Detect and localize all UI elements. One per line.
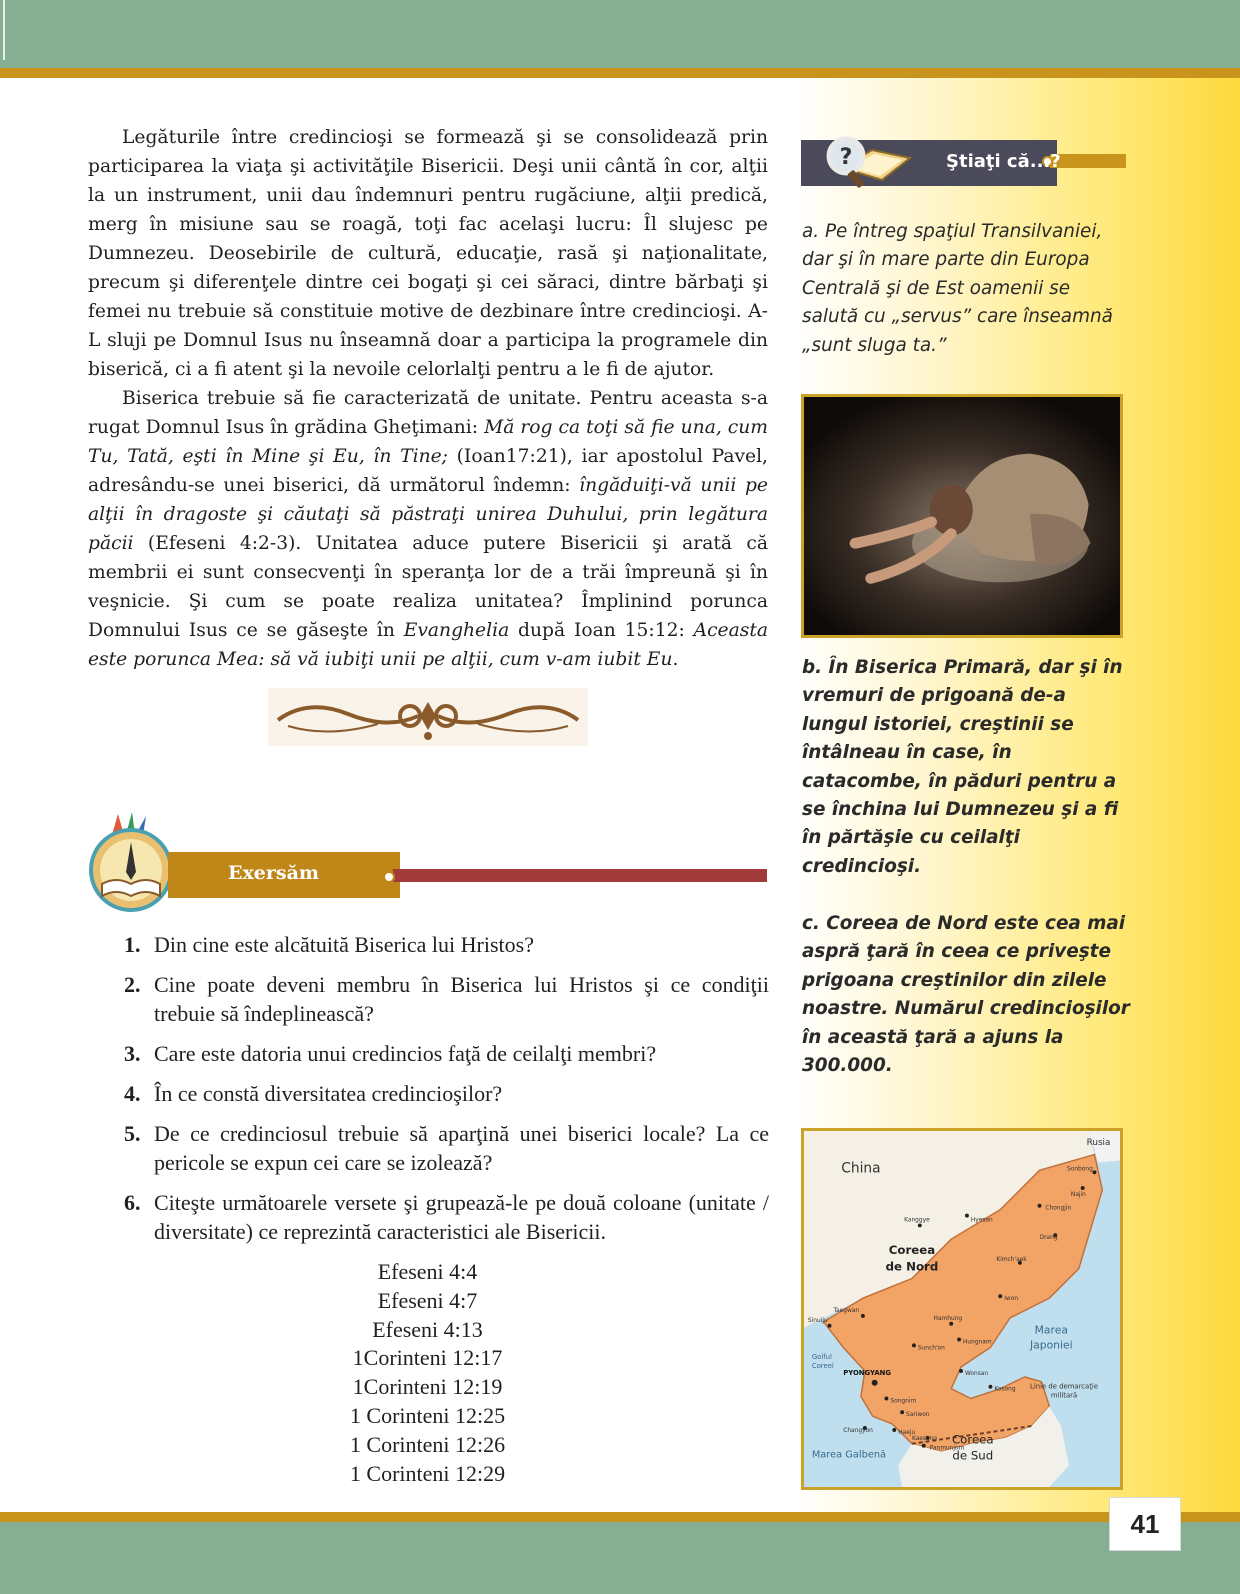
map-label: China (841, 1160, 881, 1177)
svg-text:Changyon: Changyon (843, 1427, 873, 1434)
svg-text:Sariwon: Sariwon (906, 1412, 930, 1419)
exercise-item: 6. Citeşte următoarele versete şi grupează-le pe două coloane (unitate / diversitate) ce reprezintă caracteristici ale Bisericii. (124, 1190, 769, 1244)
fact-c: c. Coreea de Nord este cea mai aspră ţară în ceea ce priveşte prigoana creştinilor din zilele noastre. Numărul credincioşilor în această ţară a ajuns la 300.000. (802, 913, 1130, 1077)
verse: 1 Corinteni 12:25 (349, 1402, 506, 1428)
header-band (0, 0, 1240, 68)
svg-text:Haeju: Haeju (898, 1429, 916, 1436)
svg-text:Hungnam: Hungnam (962, 1339, 992, 1346)
svg-text:Wonsan: Wonsan (964, 1370, 989, 1377)
exercise-header-dot (383, 871, 395, 883)
exercise-header-line (393, 869, 767, 882)
svg-text:Sunch'on: Sunch'on (917, 1345, 945, 1352)
svg-text:Orang: Orang (1039, 1235, 1058, 1242)
header-tick (3, 0, 5, 60)
map-capital: PYONGYANG (843, 1368, 892, 1377)
map-label: Coreea (951, 1432, 994, 1447)
map-label: de Sud (952, 1448, 994, 1463)
svg-text:Chongjin: Chongjin (1045, 1205, 1072, 1212)
verse: 1 Corinteni 12:29 (349, 1460, 506, 1486)
ornament-divider (268, 688, 588, 746)
footer-band (0, 1522, 1240, 1594)
verse: 1 Corinteni 12:26 (349, 1431, 506, 1457)
svg-text:?: ? (839, 145, 853, 170)
praying-man-photo (801, 394, 1123, 638)
did-you-know-title: Ştiaţi că...? (946, 151, 1061, 172)
map-label: Coreea (888, 1242, 936, 1257)
svg-text:Sinuiju: Sinuiju (807, 1317, 828, 1324)
paragraph-2: Biserica trebuie să fie caracterizată de unitate. Pentru aceasta s-a rugat Domnul Isus în grădina Gheţimani: Mă rog ca toţi să fie una, cum Tu, Tată, eşti în Mine şi Eu, în Tine; (Ioan17:21), iar apostolul Pavel, adresându-se unei biserici, dă următorul îndemn: îngăduiţi-vă unii pe alţii în dragoste şi căutaţi să păstraţi unirea Duhului, prin legătura păcii (Efeseni 4:2-3). Unitatea aduce putere Bisericii şi arată că membrii ei sunt consecvenţi în speranţa lor de a trăi împreună şi în veşnicie. Şi cum se poate realiza unitatea? Împlinind porunca Domnului Isus ce se găseşte în Evanghelia după Ioan 15:12: Aceasta este porunca Mea: să vă iubiţi unii pe alţii, cum v-am iubit Eu. (88, 388, 769, 670)
exercise-title: Exersăm (228, 862, 320, 884)
verse: Efeseni 4:7 (377, 1287, 478, 1313)
svg-text:Kimch'aek: Kimch'aek (996, 1256, 1027, 1263)
exercise-item: 3. Care este datoria unui credincios faţă de ceilalţi membri? (124, 1041, 657, 1066)
header-gold-line (0, 68, 1240, 78)
map-label: Linie de demarcaţie (1030, 1382, 1099, 1391)
map-label: Marea (1034, 1323, 1068, 1337)
exercise-item: 4. În ce constă diversitatea credincioşilor? (124, 1081, 503, 1106)
svg-text:Iwon: Iwon (1004, 1296, 1019, 1303)
map-label: Rusia (1086, 1137, 1111, 1148)
verse: 1Corinteni 12:19 (352, 1374, 503, 1400)
exercise-item: 5. De ce credinciosul trebuie să aparţină unei biserici locale? La ce pericole se expun cei care se izolează? (124, 1121, 769, 1175)
svg-text:Najin: Najin (1070, 1191, 1086, 1198)
map-label: de Nord (885, 1259, 939, 1274)
map-label: Coreei (811, 1361, 834, 1371)
main-text (88, 123, 768, 674)
pen-book-icon (88, 812, 174, 912)
book-magnifier-icon (822, 128, 912, 190)
verse: Efeseni 4:4 (377, 1259, 478, 1284)
page-number: 41 (1109, 1497, 1181, 1551)
svg-text:Hyesan: Hyesan (970, 1217, 993, 1224)
verse: Efeseni 4:13 (372, 1316, 483, 1342)
exercise-list (124, 930, 769, 1257)
svg-text:Kanggye: Kanggye (904, 1217, 930, 1224)
svg-text:Hamhung: Hamhung (933, 1315, 963, 1322)
verse-list (300, 1258, 555, 1488)
map-label: Japoniei (1029, 1338, 1073, 1352)
svg-text:Panmunjom: Panmunjom (929, 1445, 965, 1452)
svg-text:Songnim: Songnim (890, 1398, 917, 1405)
map-label: militară (1050, 1391, 1078, 1400)
verse: 1Corinteni 12:17 (352, 1345, 503, 1371)
fact-a: a. Pe întreg spaţiul Transilvaniei, dar şi în mare parte din Europa Centrală şi de Est oamenii se salută cu „servus” care înseamnă „sunt sluga ta.” (802, 221, 1113, 356)
svg-text:Kaesong: Kaesong (911, 1435, 938, 1442)
fact-b: b. În Biserica Primară, dar şi în vremuri de prigoană de-a lungul istoriei, creştinii se întâlneau în case, în catacombe, în păduri pentru a se închina lui Dumnezeu şi a fi în părtăşie cu ceilalţi credincioşi. (802, 657, 1123, 877)
svg-text:Taegwan: Taegwan (833, 1307, 860, 1314)
map-label: Marea Galbenă (811, 1449, 887, 1461)
north-korea-map (801, 1128, 1123, 1490)
did-you-know-line (1050, 154, 1126, 168)
svg-text:Sonbong: Sonbong (1067, 1166, 1093, 1173)
svg-text:Kosong: Kosong (994, 1386, 1016, 1393)
exercise-item: 1. Din cine este alcătuită Biserica lui Hristos? (124, 932, 534, 957)
footer-gold-line (0, 1512, 1240, 1522)
map-label: Golful (811, 1353, 832, 1362)
exercise-item: 2. Cine poate deveni membru în Biserica lui Hristos şi ce condiţii trebuie să îndeplinească? (124, 972, 769, 1026)
paragraph-1: Legăturile între credincioşi se formează şi se consolidează prin participarea la viaţa şi activităţile Bisericii. Deşi unii cântă în cor, alţii la un instrument, unii dau îndemnuri pentru rugăciune, alţii predică, merg în misiune sau se roagă, toţi fac acelaşi lucru: Îl slujesc pe Dumnezeu. Deosebirile de cultură, educaţie, rasă şi naţionalitate, precum şi diferenţele dintre cei bogaţi şi cei săraci, dintre bărbaţi şi femei nu trebuie să constituie motive de dezbinare între credincioşi. A-L sluji pe Domnul Isus nu înseamnă doar a participa la programele din biserică, ci a fi atent şi la nevoile celorlalţi pentru a le fi de ajutor. (88, 127, 768, 380)
